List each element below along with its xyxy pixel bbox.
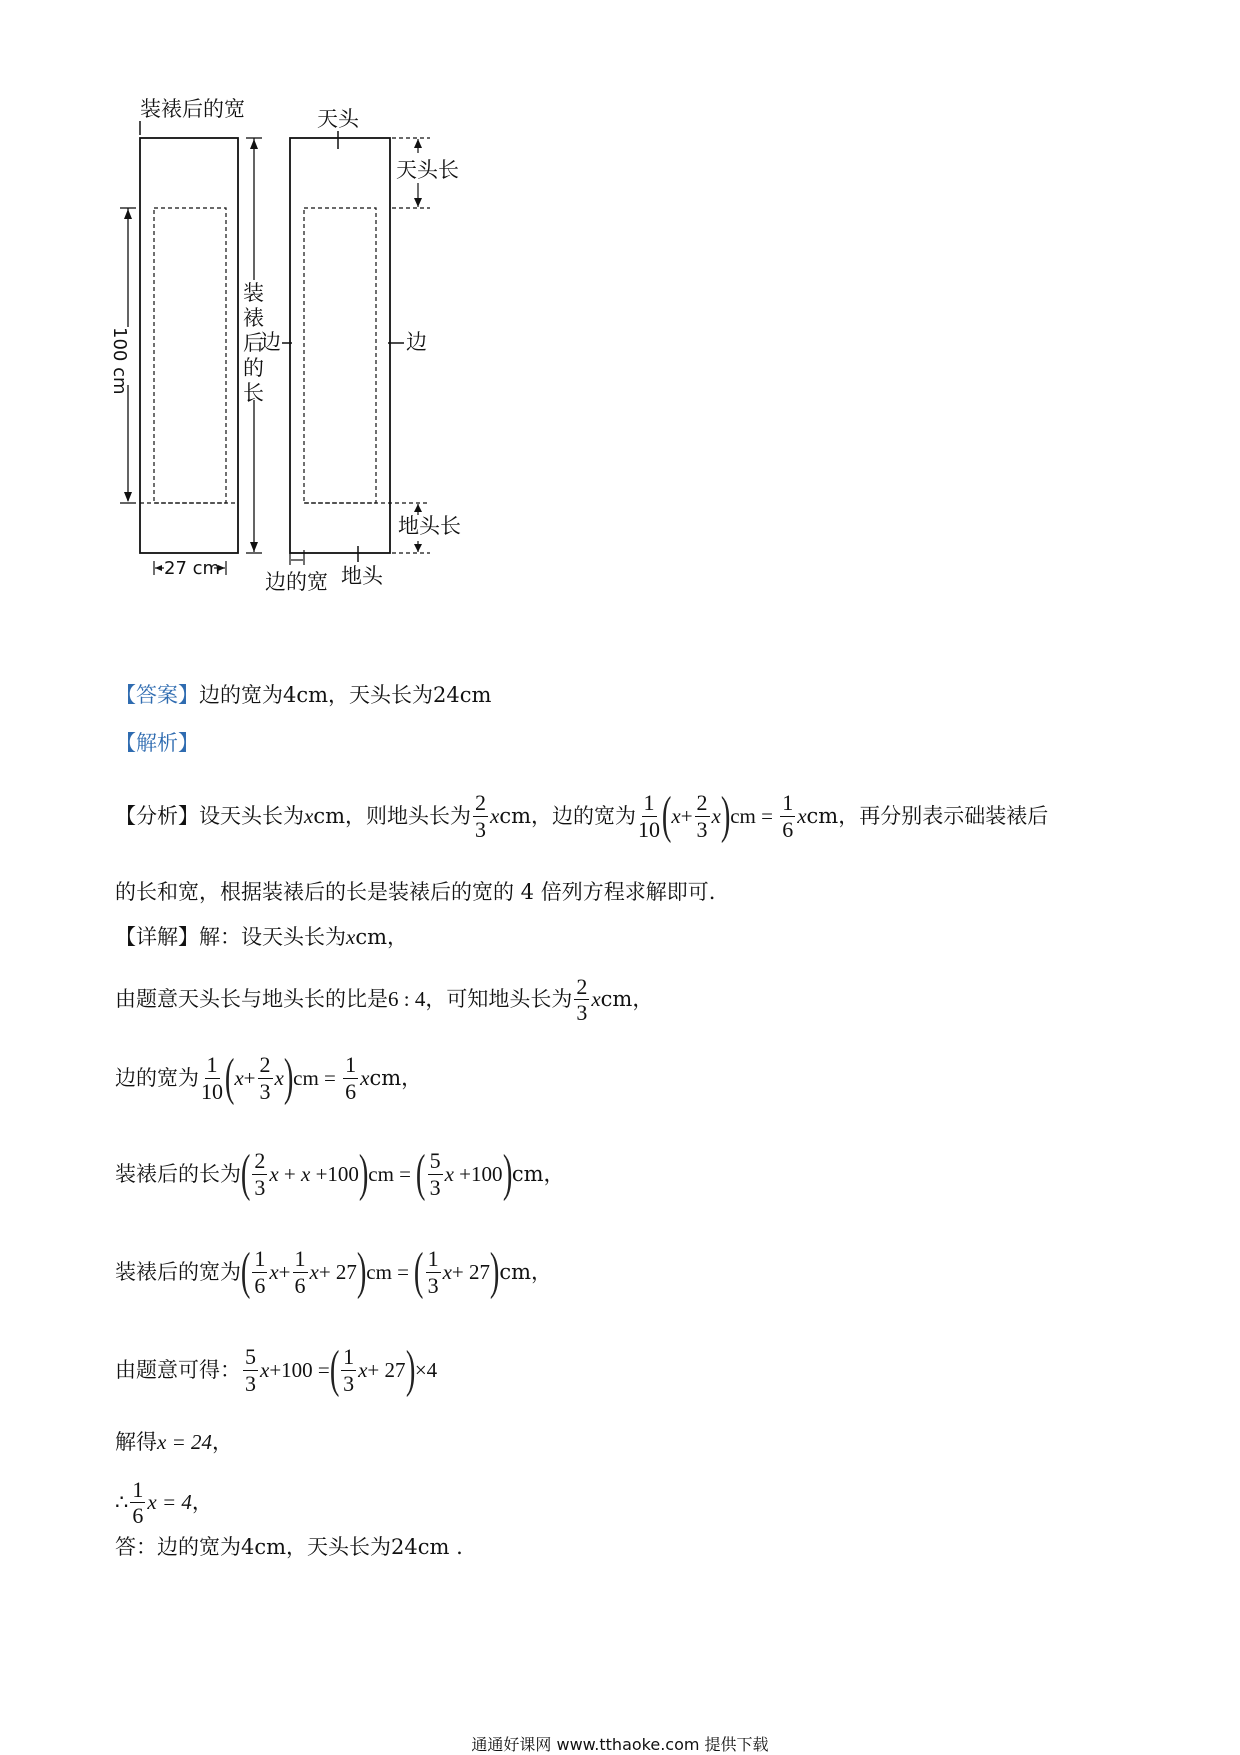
edge-width-result: x = 4 <box>147 1490 192 1515</box>
analysis-heading <box>115 733 199 754</box>
fenxi-text-line2: 的长和宽，根据装裱后的长是装裱后的宽的 4 倍列方程求解即可. <box>115 880 716 904</box>
answer-tag: 【答案】 <box>115 683 199 707</box>
label-100cm: 100 cm <box>109 327 130 395</box>
fraction-1-6: $\frac{1}{6}$ <box>782 790 794 842</box>
fenxi-line-2 <box>115 882 715 903</box>
label-tiantou-length: 天头长 <box>396 158 459 182</box>
answer-line <box>115 685 491 706</box>
left-scroll-figure <box>109 97 264 579</box>
label-edge-right: 边 <box>406 330 427 354</box>
xiangjie-cm-5: cm， <box>499 1259 553 1284</box>
footer-text: 通通好课网 www.tthaoke.com 提供下载 <box>471 1735 769 1754</box>
xiangjie-text-2c: cm， <box>600 987 654 1012</box>
label-edge-width: 边的宽 <box>265 570 328 594</box>
therefore-symbol: ∴ <box>115 1490 129 1515</box>
label-ditou-length: 地头长 <box>398 514 461 538</box>
xiangjie-text-7a: 解得 <box>115 1430 157 1454</box>
xiangjie-text-5a: 装裱后的宽为 <box>115 1259 241 1284</box>
label-length-after-2: 裱 <box>243 306 264 330</box>
label-edge-left: 边 <box>260 330 281 354</box>
scroll-mounting-diagram <box>100 95 540 665</box>
label-width-after: 装裱后的宽 <box>140 97 245 121</box>
solution-x: x = 24 <box>157 1430 212 1454</box>
fenxi-text-2: cm，则地头长为 <box>313 803 472 828</box>
xiangjie-text-3b: cm， <box>369 1065 423 1090</box>
fenxi-text-1: 设天头长为 <box>199 803 304 828</box>
analysis-tag: 【解析】 <box>115 731 199 755</box>
label-27cm: 27 cm <box>164 558 221 579</box>
xiangjie-text-8c: ， <box>191 1490 213 1515</box>
fenxi-line-1: 【分析】 设天头长为 x cm，则地头长为 $\frac{2}{3}$ x cm，边的宽为 $\frac{1}{10}$ ( x + $\frac{2}{3}$ x ) cm = $\frac{1}{6}$ x cm，再分别表示础装裱后 <box>115 787 1049 844</box>
xiangjie-line-4: 装裱后的长为 ( $\frac{2}{3}$ x + x +100 ) cm = ( $\frac{5}{3}$ x +100 ) cm， <box>115 1145 565 1202</box>
xiangjie-line-7 <box>115 1432 233 1453</box>
xiangjie-text-3a: 边的宽为 <box>115 1065 199 1090</box>
label-tiantou: 天头 <box>317 107 359 131</box>
xiangjie-text-7c: ， <box>212 1430 233 1454</box>
xiangjie-text-1: 解：设天头长为 <box>199 925 346 949</box>
fenxi-text-3: cm，边的宽为 <box>499 803 637 828</box>
fenxi-tag: 【分析】 <box>115 803 199 828</box>
xiangjie-tag: 【详解】 <box>115 925 199 949</box>
xiangjie-line-8: ∴ $\frac{1}{6}$ x = 4 ， <box>115 1477 213 1529</box>
xiangjie-text-4a: 装裱后的长为 <box>115 1161 241 1186</box>
xiangjie-text-2a: 由题意天头长与地头长的比是 <box>115 987 388 1012</box>
xiangjie-line-5: 装裱后的宽为 ( $\frac{1}{6}$ x + $\frac{1}{6}$ x + 27 ) cm = ( $\frac{1}{3}$ x + 27 ) cm， <box>115 1243 553 1300</box>
ratio-value: 6 : 4 <box>388 987 426 1012</box>
right-scroll-figure <box>260 107 461 594</box>
page-footer <box>0 1732 1240 1755</box>
label-length-after-4: 的 <box>243 356 264 380</box>
xiangjie-line-1: 【详解】 解：设天头长为 x cm， <box>115 925 409 949</box>
fraction-2-3: $\frac{2}{3}$ <box>475 790 487 842</box>
xiangjie-text-6a: 由题意可得： <box>115 1357 241 1382</box>
label-length-after-3: 后 <box>243 331 264 355</box>
label-ditou: 地头 <box>341 564 383 588</box>
xiangjie-text-1b: cm， <box>355 925 409 949</box>
label-length-after-1: 装 <box>243 281 264 305</box>
final-answer: 答：边的宽为4cm，天头长为24cm . <box>115 1535 463 1559</box>
xiangjie-line-3: 边的宽为 $\frac{1}{10}$ ( x + $\frac{2}{3}$ x ) cm = $\frac{1}{6}$ x cm， <box>115 1049 423 1106</box>
final-answer-line <box>115 1537 463 1558</box>
var-x: x <box>304 803 314 828</box>
answer-text: 边的宽为4cm，天头长为24cm <box>199 683 492 707</box>
fenxi-cm: cm <box>730 803 756 828</box>
xiangjie-line-2: 由题意天头长与地头长的比是 6 : 4 ，可知地头长为 $\frac{2}{3}$ x cm， <box>115 974 654 1026</box>
xiangjie-line-6: 由题意可得： $\frac{5}{3}$ x +100 = ( $\frac{1}{3}$ x + 27 ) ×4 <box>115 1341 438 1398</box>
fenxi-text-5: cm，再分别表示础装裱后 <box>806 803 1049 828</box>
xiangjie-text-2b: ，可知地头长为 <box>425 987 573 1012</box>
label-length-after-5: 长 <box>243 381 264 405</box>
fraction-1-10: $\frac{1}{10}$ <box>638 790 661 842</box>
xiangjie-cm-4: cm， <box>511 1161 565 1186</box>
